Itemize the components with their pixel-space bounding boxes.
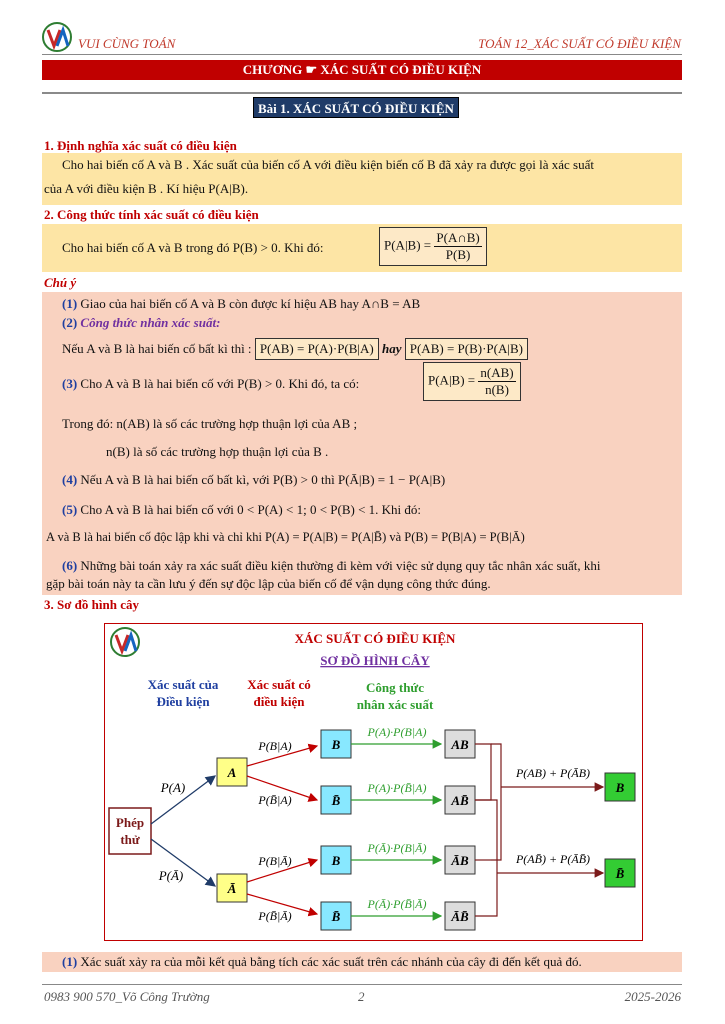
mult-formula-4: P(Ā)·P(B̄|Ā) (367, 897, 427, 911)
s2-line1: Cho hai biến cố A và B trong đó P(B) > 0. Khi đó: (62, 240, 324, 255)
tree-title: XÁC SUẤT CÓ ĐIỀU KIỆN (294, 631, 456, 646)
sum-2: P(AB̄) + P(ĀB̄) (515, 852, 591, 866)
prob-A: P(A) (160, 780, 186, 795)
s2-num: P(A∩B) (436, 230, 480, 245)
outcome-B-label: B (615, 780, 625, 795)
section-2-box (42, 224, 682, 272)
header-left: VUI CÙNG TOÁN (78, 36, 176, 51)
n3-den: n(B) (485, 382, 509, 397)
n5-tag: (5) (62, 502, 78, 517)
result-3-label: ĀB (451, 853, 469, 868)
bottom-text: Xác suất xảy ra của mỗi kết quả bằng tích các xác suất trên các nhánh của cây đi đến kết quả đó. (80, 954, 582, 969)
note-2 (62, 315, 220, 331)
n3-fraction (478, 365, 515, 398)
cond-prob-2: P(B̄|A) (258, 793, 292, 807)
section-3-title: 3. Sơ đồ hình cây (44, 597, 139, 612)
node-B3-label: B (331, 853, 341, 868)
section-1-box (42, 153, 682, 205)
mult-formula-2: P(A)·P(B̄|A) (367, 781, 427, 795)
header-right: TOÁN 12_XÁC SUẤT CÓ ĐIỀU KIỆN (478, 36, 681, 51)
cond-prob-1: P(B|A) (258, 739, 292, 753)
n1-text: Giao của hai biến cố A và B còn được kí hiệu AB hay A∩B = AB (80, 296, 421, 311)
col1-b: Điều kiện (156, 694, 210, 709)
s2-formula-lhs: P(A|B) = (384, 237, 432, 253)
root-label-b: thử (120, 832, 140, 847)
logo-icon (42, 22, 72, 52)
bottom-note (42, 952, 682, 972)
result-4-label: ĀB̄ (451, 909, 469, 924)
n3-lhs: P(A|B) = (428, 372, 476, 388)
note-4 (62, 472, 445, 488)
note-title: Chú ý (44, 275, 77, 290)
note-2-line (62, 338, 528, 360)
node-B4-label: B̄ (331, 909, 341, 924)
s2-fraction (434, 230, 481, 263)
footer-divider (42, 984, 682, 985)
cond-prob-4: P(B̄|Ā) (258, 909, 292, 923)
result-1-label: AB (451, 737, 469, 752)
n4-tag: (4) (62, 472, 78, 487)
prob-Abar: P(Ā) (158, 868, 184, 883)
note-6-b: gặp bài toán này ta cần lưu ý đến sự độc lập của biến cố để vận dụng công thức đúng. (46, 576, 491, 591)
col3-a: Công thức (366, 680, 424, 695)
n3-text: Cho A và B là hai biến cố với P(B) > 0. Khi đó, ta có: (80, 376, 360, 391)
s1-line2: của A với điều kiện B . Kí hiệu P(A|B). (44, 181, 249, 196)
mult-formula-1: P(A)·P(B|A) (367, 725, 427, 739)
header-divider (42, 54, 682, 55)
col3-b: nhân xác suất (356, 697, 434, 712)
n2-hay: hay (382, 341, 402, 356)
node-B2-label: B̄ (331, 793, 341, 808)
note-1 (62, 296, 420, 312)
root-label-a: Phép (115, 815, 145, 830)
n2-formula-1: P(AB) = P(A)·P(B|A) (255, 338, 379, 360)
note-5 (62, 502, 421, 518)
s2-den: P(B) (445, 247, 471, 262)
n2-line: Nếu A và B là hai biến cố bất kì thì : (62, 341, 252, 356)
result-2-label: AB̄ (451, 793, 469, 808)
n3-formula (423, 362, 521, 401)
note-3 (62, 376, 359, 392)
n3-where-2: n(B) là số các trường hợp thuận lợi của B . (106, 444, 329, 459)
chapter-banner: CHƯƠNG ☛ XÁC SUẤT CÓ ĐIỀU KIỆN (42, 60, 682, 80)
n5-text: Cho A và B là hai biến cố với 0 < P(A) < 1; 0 < P(B) < 1. Khi đó: (80, 502, 422, 517)
bottom-tag: (1) (62, 954, 78, 969)
node-Abar-label: Ā (227, 881, 237, 896)
mult-formula-3: P(Ā)·P(B|Ā) (367, 841, 427, 855)
n6-text-a: Những bài toán xảy ra xác suất điều kiện thường đi kèm với việc sử dụng quy tắc nhân xác suất, khi (80, 558, 601, 573)
outcome-Bbar-label: B̄ (615, 866, 625, 881)
tree-subtitle: SƠ ĐỒ HÌNH CÂY (320, 653, 430, 668)
s1-line1: Cho hai biến cố A và B . Xác suất của biến cố A với điều kiện biến cố B đã xảy ra được gọi là xác suất (62, 157, 594, 172)
node-B1-label: B (331, 737, 341, 752)
node-A-label: A (227, 765, 237, 780)
section-1-title: 1. Định nghĩa xác suất có điều kiện (44, 138, 237, 153)
n4-text: Nếu A và B là hai biến cố bất kì, với P(B) > 0 thì P(Ā|B) = 1 − P(A|B) (80, 472, 446, 487)
n6-tag: (6) (62, 558, 78, 573)
footer-left: 0983 900 570_Võ Công Trường (44, 989, 210, 1004)
bottom-note-line (62, 954, 582, 970)
separator (42, 92, 682, 94)
n2-tag: (2) (62, 315, 78, 330)
s2-formula (379, 227, 487, 266)
col2-a: Xác suất có (247, 677, 311, 692)
tree-logo-icon (111, 628, 139, 656)
footer-right: 2025-2026 (624, 989, 681, 1004)
n3-where-1: Trong đó: n(AB) là số các trường hợp thuận lợi của AB ; (62, 416, 358, 431)
n1-tag: (1) (62, 296, 78, 311)
col2-b: điều kiện (253, 694, 305, 709)
page-number: 2 (358, 989, 365, 1004)
n3-tag: (3) (62, 376, 78, 391)
note-box (42, 292, 682, 595)
tree-diagram (104, 623, 643, 941)
sum-1: P(AB) + P(ĀB) (515, 766, 591, 780)
n2-formula-2: P(AB) = P(B)·P(A|B) (405, 338, 528, 360)
n3-num: n(AB) (480, 365, 514, 380)
cond-prob-3: P(B|Ā) (258, 854, 292, 868)
col1-a: Xác suất của (147, 677, 219, 692)
n2-text: Công thức nhân xác suất: (80, 315, 221, 330)
note-5-b: A và B là hai biến cố độc lập khi và chỉ khi P(A) = P(A|B) = P(A|B̄) và P(B) = P(B|A) = P(B|Ā) (46, 530, 525, 544)
section-2-title: 2. Công thức tính xác suất có điều kiện (44, 207, 259, 222)
note-6 (62, 558, 601, 574)
lesson-title: Bài 1. XÁC SUẤT CÓ ĐIỀU KIỆN (253, 97, 459, 118)
